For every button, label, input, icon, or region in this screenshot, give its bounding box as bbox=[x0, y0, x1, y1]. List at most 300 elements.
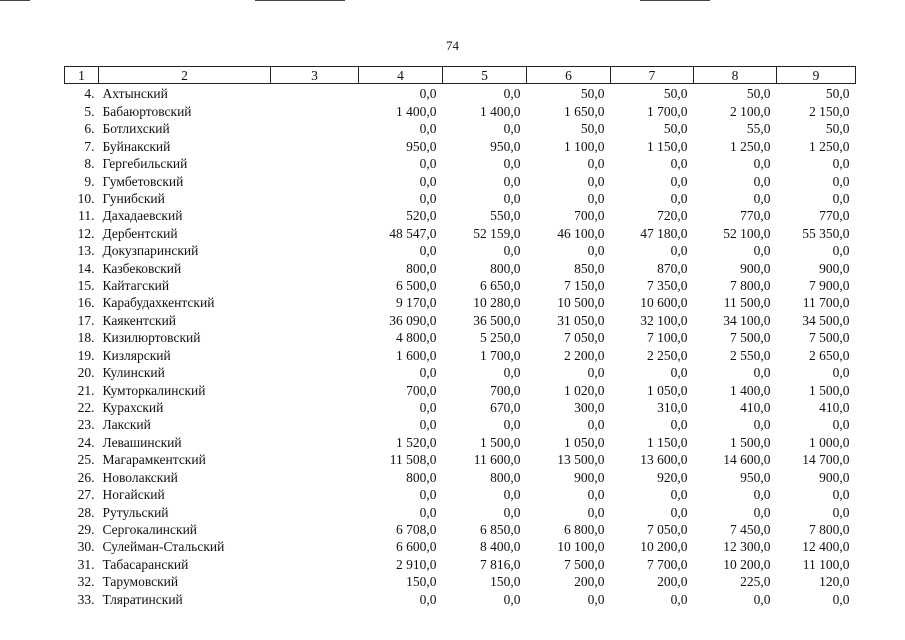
column-header: 1 bbox=[65, 67, 99, 84]
value-cell: 7 100,0 bbox=[647, 330, 688, 346]
value-cell: 7 816,0 bbox=[480, 556, 521, 572]
table-row bbox=[65, 310, 856, 327]
empty-cell bbox=[271, 537, 359, 554]
value-cell: 800,0 bbox=[490, 260, 521, 276]
empty-cell bbox=[271, 345, 359, 362]
empty-cell bbox=[271, 467, 359, 484]
value-cell: 9 170,0 bbox=[396, 295, 437, 311]
row-number: 28. bbox=[77, 504, 95, 520]
row-number: 20. bbox=[77, 365, 95, 381]
value-cell: 36 090,0 bbox=[389, 312, 437, 328]
empty-cell bbox=[271, 450, 359, 467]
row-number: 4. bbox=[84, 86, 95, 102]
value-cell: 700,0 bbox=[406, 382, 437, 398]
value-cell: 0,0 bbox=[670, 487, 688, 503]
value-cell: 225,0 bbox=[740, 574, 771, 590]
table-row bbox=[65, 119, 856, 136]
row-number: 21. bbox=[77, 382, 95, 398]
value-cell: 6 800,0 bbox=[564, 521, 605, 537]
value-cell: 0,0 bbox=[587, 365, 605, 381]
value-cell: 10 600,0 bbox=[640, 295, 688, 311]
empty-cell bbox=[271, 415, 359, 432]
district-name: Бабаюртовский bbox=[102, 103, 192, 119]
row-number: 29. bbox=[77, 521, 95, 537]
table-row bbox=[65, 154, 856, 171]
value-cell: 550,0 bbox=[490, 208, 521, 224]
row-number: 12. bbox=[77, 225, 95, 241]
value-cell: 770,0 bbox=[740, 208, 771, 224]
value-cell: 0,0 bbox=[503, 591, 521, 607]
district-name: Гунибский bbox=[102, 190, 165, 206]
value-cell: 0,0 bbox=[503, 504, 521, 520]
value-cell: 0,0 bbox=[753, 591, 771, 607]
empty-cell bbox=[271, 310, 359, 327]
value-cell: 0,0 bbox=[832, 504, 850, 520]
value-cell: 0,0 bbox=[503, 156, 521, 172]
empty-cell bbox=[271, 520, 359, 537]
district-name: Каякентский bbox=[102, 312, 177, 328]
value-cell: 1 050,0 bbox=[564, 434, 605, 450]
value-cell: 55,0 bbox=[746, 121, 771, 137]
data-table-container bbox=[64, 66, 855, 607]
value-cell: 0,0 bbox=[419, 400, 437, 416]
value-cell: 1 000,0 bbox=[809, 434, 850, 450]
value-cell: 2 150,0 bbox=[809, 103, 850, 119]
value-cell: 410,0 bbox=[819, 400, 850, 416]
table-row bbox=[65, 467, 856, 484]
district-name: Дербентский bbox=[102, 225, 178, 241]
value-cell: 2 910,0 bbox=[396, 556, 437, 572]
column-header: 8 bbox=[694, 67, 777, 84]
value-cell: 7 800,0 bbox=[730, 278, 771, 294]
district-name: Гумбетовский bbox=[102, 173, 184, 189]
value-cell: 13 500,0 bbox=[557, 452, 605, 468]
empty-cell bbox=[271, 136, 359, 153]
value-cell: 0,0 bbox=[832, 190, 850, 206]
value-cell: 50,0 bbox=[580, 86, 605, 102]
value-cell: 0,0 bbox=[832, 156, 850, 172]
table-row bbox=[65, 589, 856, 606]
value-cell: 0,0 bbox=[587, 487, 605, 503]
header-row bbox=[65, 67, 856, 84]
value-cell: 950,0 bbox=[406, 138, 437, 154]
value-cell: 0,0 bbox=[670, 173, 688, 189]
value-cell: 0,0 bbox=[419, 487, 437, 503]
value-cell: 7 450,0 bbox=[730, 521, 771, 537]
row-number: 22. bbox=[77, 400, 95, 416]
value-cell: 34 500,0 bbox=[802, 312, 850, 328]
district-name: Ногайский bbox=[102, 487, 165, 503]
column-header: 4 bbox=[359, 67, 443, 84]
district-name: Кизилюртовский bbox=[102, 330, 201, 346]
empty-cell bbox=[271, 380, 359, 397]
value-cell: 0,0 bbox=[587, 591, 605, 607]
table-row bbox=[65, 520, 856, 537]
district-name: Кизлярский bbox=[102, 347, 171, 363]
row-number: 13. bbox=[77, 243, 95, 259]
value-cell: 0,0 bbox=[503, 487, 521, 503]
table-row bbox=[65, 554, 856, 571]
value-cell: 1 520,0 bbox=[396, 434, 437, 450]
empty-cell bbox=[271, 432, 359, 449]
table-row bbox=[65, 241, 856, 258]
row-number: 33. bbox=[77, 591, 95, 607]
value-cell: 0,0 bbox=[832, 365, 850, 381]
district-name: Табасаранский bbox=[102, 556, 189, 572]
column-header: 9 bbox=[777, 67, 856, 84]
table-row bbox=[65, 345, 856, 362]
row-number: 11. bbox=[78, 208, 95, 224]
value-cell: 8 400,0 bbox=[480, 539, 521, 555]
value-cell: 0,0 bbox=[587, 504, 605, 520]
row-number: 7. bbox=[84, 138, 95, 154]
scan-artifact bbox=[255, 0, 345, 1]
value-cell: 10 500,0 bbox=[557, 295, 605, 311]
row-number: 30. bbox=[77, 539, 95, 555]
column-header: 2 bbox=[99, 67, 271, 84]
value-cell: 46 100,0 bbox=[557, 225, 605, 241]
value-cell: 50,0 bbox=[580, 121, 605, 137]
value-cell: 300,0 bbox=[574, 400, 605, 416]
value-cell: 0,0 bbox=[503, 417, 521, 433]
district-name: Ботлихский bbox=[102, 121, 170, 137]
value-cell: 0,0 bbox=[753, 173, 771, 189]
value-cell: 1 650,0 bbox=[564, 103, 605, 119]
district-name: Курахский bbox=[102, 400, 164, 416]
table-row bbox=[65, 572, 856, 589]
value-cell: 0,0 bbox=[753, 417, 771, 433]
row-number: 16. bbox=[77, 295, 95, 311]
value-cell: 6 708,0 bbox=[396, 521, 437, 537]
empty-cell bbox=[271, 589, 359, 606]
value-cell: 0,0 bbox=[419, 365, 437, 381]
value-cell: 0,0 bbox=[670, 243, 688, 259]
value-cell: 11 508,0 bbox=[389, 452, 437, 468]
empty-cell bbox=[271, 293, 359, 310]
value-cell: 800,0 bbox=[406, 260, 437, 276]
value-cell: 1 400,0 bbox=[480, 103, 521, 119]
row-number: 23. bbox=[77, 417, 95, 433]
value-cell: 0,0 bbox=[587, 243, 605, 259]
value-cell: 1 150,0 bbox=[647, 138, 688, 154]
value-cell: 0,0 bbox=[832, 417, 850, 433]
value-cell: 1 500,0 bbox=[480, 434, 521, 450]
value-cell: 1 250,0 bbox=[730, 138, 771, 154]
value-cell: 1 020,0 bbox=[564, 382, 605, 398]
value-cell: 150,0 bbox=[490, 574, 521, 590]
column-header: 6 bbox=[527, 67, 611, 84]
value-cell: 950,0 bbox=[740, 469, 771, 485]
value-cell: 0,0 bbox=[670, 591, 688, 607]
value-cell: 0,0 bbox=[753, 487, 771, 503]
district-name: Сулейман-Стальский bbox=[102, 539, 225, 555]
district-name: Ахтынский bbox=[102, 86, 168, 102]
value-cell: 0,0 bbox=[419, 86, 437, 102]
value-cell: 870,0 bbox=[657, 260, 688, 276]
value-cell: 47 180,0 bbox=[640, 225, 688, 241]
empty-cell bbox=[271, 554, 359, 571]
value-cell: 48 547,0 bbox=[389, 225, 437, 241]
empty-cell bbox=[271, 119, 359, 136]
table-row bbox=[65, 101, 856, 118]
value-cell: 10 100,0 bbox=[557, 539, 605, 555]
value-cell: 700,0 bbox=[490, 382, 521, 398]
value-cell: 900,0 bbox=[819, 469, 850, 485]
value-cell: 10 200,0 bbox=[640, 539, 688, 555]
value-cell: 0,0 bbox=[670, 190, 688, 206]
value-cell: 2 200,0 bbox=[564, 347, 605, 363]
value-cell: 0,0 bbox=[419, 156, 437, 172]
row-number: 27. bbox=[77, 487, 95, 503]
value-cell: 0,0 bbox=[503, 243, 521, 259]
table-row bbox=[65, 84, 856, 102]
value-cell: 0,0 bbox=[670, 417, 688, 433]
value-cell: 11 100,0 bbox=[802, 556, 850, 572]
value-cell: 31 050,0 bbox=[557, 312, 605, 328]
empty-cell bbox=[271, 189, 359, 206]
table-row bbox=[65, 171, 856, 188]
value-cell: 1 150,0 bbox=[647, 434, 688, 450]
value-cell: 720,0 bbox=[657, 208, 688, 224]
table-row bbox=[65, 432, 856, 449]
value-cell: 7 150,0 bbox=[564, 278, 605, 294]
value-cell: 7 500,0 bbox=[730, 330, 771, 346]
district-name: Тарумовский bbox=[102, 574, 179, 590]
value-cell: 1 400,0 bbox=[730, 382, 771, 398]
empty-cell bbox=[271, 101, 359, 118]
empty-cell bbox=[271, 258, 359, 275]
value-cell: 0,0 bbox=[753, 243, 771, 259]
value-cell: 950,0 bbox=[490, 138, 521, 154]
value-cell: 6 650,0 bbox=[480, 278, 521, 294]
column-header: 7 bbox=[611, 67, 694, 84]
value-cell: 12 400,0 bbox=[802, 539, 850, 555]
row-number: 15. bbox=[77, 278, 95, 294]
value-cell: 0,0 bbox=[419, 504, 437, 520]
value-cell: 0,0 bbox=[419, 121, 437, 137]
value-cell: 0,0 bbox=[503, 365, 521, 381]
table-row bbox=[65, 450, 856, 467]
table-row bbox=[65, 380, 856, 397]
row-number: 31. bbox=[77, 556, 95, 572]
value-cell: 6 500,0 bbox=[396, 278, 437, 294]
value-cell: 1 500,0 bbox=[730, 434, 771, 450]
scan-artifact bbox=[640, 0, 710, 1]
empty-cell bbox=[271, 171, 359, 188]
empty-cell bbox=[271, 84, 359, 102]
row-number: 18. bbox=[77, 330, 95, 346]
value-cell: 14 600,0 bbox=[723, 452, 771, 468]
empty-cell bbox=[271, 223, 359, 240]
row-number: 6. bbox=[84, 121, 95, 137]
value-cell: 50,0 bbox=[825, 86, 850, 102]
value-cell: 7 900,0 bbox=[809, 278, 850, 294]
table-row bbox=[65, 415, 856, 432]
empty-cell bbox=[271, 328, 359, 345]
table-row bbox=[65, 258, 856, 275]
empty-cell bbox=[271, 502, 359, 519]
value-cell: 800,0 bbox=[490, 469, 521, 485]
value-cell: 7 050,0 bbox=[564, 330, 605, 346]
row-number: 9. bbox=[84, 173, 95, 189]
page-number: 74 bbox=[446, 38, 459, 53]
row-number: 10. bbox=[77, 190, 95, 206]
value-cell: 1 500,0 bbox=[809, 382, 850, 398]
value-cell: 1 100,0 bbox=[564, 138, 605, 154]
table-row bbox=[65, 485, 856, 502]
value-cell: 2 550,0 bbox=[730, 347, 771, 363]
value-cell: 900,0 bbox=[574, 469, 605, 485]
row-number: 25. bbox=[77, 452, 95, 468]
value-cell: 7 700,0 bbox=[647, 556, 688, 572]
district-name: Казбековский bbox=[102, 260, 182, 276]
row-number: 19. bbox=[77, 347, 95, 363]
value-cell: 0,0 bbox=[503, 190, 521, 206]
row-number: 8. bbox=[84, 156, 95, 172]
value-cell: 150,0 bbox=[406, 574, 437, 590]
value-cell: 0,0 bbox=[670, 156, 688, 172]
value-cell: 0,0 bbox=[753, 504, 771, 520]
value-cell: 11 700,0 bbox=[802, 295, 850, 311]
scan-artifact bbox=[0, 0, 30, 1]
table-row bbox=[65, 206, 856, 223]
value-cell: 1 700,0 bbox=[647, 103, 688, 119]
value-cell: 7 350,0 bbox=[647, 278, 688, 294]
value-cell: 7 050,0 bbox=[647, 521, 688, 537]
value-cell: 0,0 bbox=[587, 156, 605, 172]
value-cell: 900,0 bbox=[740, 260, 771, 276]
district-name: Магарамкентский bbox=[102, 452, 206, 468]
value-cell: 2 650,0 bbox=[809, 347, 850, 363]
table-row bbox=[65, 136, 856, 153]
value-cell: 800,0 bbox=[406, 469, 437, 485]
table-row bbox=[65, 276, 856, 293]
district-name: Кумторкалинский bbox=[102, 382, 206, 398]
district-name: Новолакский bbox=[102, 469, 178, 485]
value-cell: 0,0 bbox=[832, 173, 850, 189]
value-cell: 920,0 bbox=[657, 469, 688, 485]
column-header: 5 bbox=[443, 67, 527, 84]
value-cell: 11 600,0 bbox=[473, 452, 521, 468]
value-cell: 850,0 bbox=[574, 260, 605, 276]
district-name: Карабудахкентский bbox=[102, 295, 215, 311]
empty-cell bbox=[271, 154, 359, 171]
value-cell: 0,0 bbox=[587, 173, 605, 189]
value-cell: 1 400,0 bbox=[396, 103, 437, 119]
value-cell: 900,0 bbox=[819, 260, 850, 276]
value-cell: 6 600,0 bbox=[396, 539, 437, 555]
value-cell: 0,0 bbox=[587, 190, 605, 206]
district-name: Левашинский bbox=[102, 434, 182, 450]
value-cell: 0,0 bbox=[670, 504, 688, 520]
table-row bbox=[65, 189, 856, 206]
value-cell: 2 250,0 bbox=[647, 347, 688, 363]
value-cell: 50,0 bbox=[746, 86, 771, 102]
row-number: 32. bbox=[77, 574, 95, 590]
empty-cell bbox=[271, 241, 359, 258]
empty-cell bbox=[271, 572, 359, 589]
value-cell: 0,0 bbox=[503, 86, 521, 102]
value-cell: 12 300,0 bbox=[723, 539, 771, 555]
value-cell: 52 159,0 bbox=[473, 225, 521, 241]
table-row bbox=[65, 537, 856, 554]
value-cell: 50,0 bbox=[663, 86, 688, 102]
value-cell: 14 700,0 bbox=[802, 452, 850, 468]
value-cell: 0,0 bbox=[419, 591, 437, 607]
district-name: Рутульский bbox=[102, 504, 169, 520]
table-row bbox=[65, 502, 856, 519]
district-name: Гергебильский bbox=[102, 156, 188, 172]
value-cell: 0,0 bbox=[587, 417, 605, 433]
value-cell: 310,0 bbox=[657, 400, 688, 416]
value-cell: 670,0 bbox=[490, 400, 521, 416]
value-cell: 4 800,0 bbox=[396, 330, 437, 346]
empty-cell bbox=[271, 485, 359, 502]
value-cell: 1 050,0 bbox=[647, 382, 688, 398]
value-cell: 2 100,0 bbox=[730, 103, 771, 119]
table-row bbox=[65, 293, 856, 310]
empty-cell bbox=[271, 206, 359, 223]
value-cell: 0,0 bbox=[419, 173, 437, 189]
value-cell: 50,0 bbox=[663, 121, 688, 137]
value-cell: 0,0 bbox=[419, 243, 437, 259]
empty-cell bbox=[271, 363, 359, 380]
district-name: Дахадаевский bbox=[102, 208, 183, 224]
value-cell: 410,0 bbox=[740, 400, 771, 416]
data-table bbox=[64, 66, 856, 607]
value-cell: 11 500,0 bbox=[723, 295, 771, 311]
value-cell: 55 350,0 bbox=[802, 225, 850, 241]
table-row bbox=[65, 223, 856, 240]
value-cell: 0,0 bbox=[670, 365, 688, 381]
value-cell: 0,0 bbox=[753, 365, 771, 381]
district-name: Лакский bbox=[102, 417, 151, 433]
value-cell: 10 280,0 bbox=[473, 295, 521, 311]
value-cell: 520,0 bbox=[406, 208, 437, 224]
value-cell: 13 600,0 bbox=[640, 452, 688, 468]
district-name: Кулинский bbox=[102, 365, 165, 381]
value-cell: 0,0 bbox=[503, 121, 521, 137]
value-cell: 1 700,0 bbox=[480, 347, 521, 363]
value-cell: 0,0 bbox=[832, 591, 850, 607]
row-number: 17. bbox=[77, 312, 95, 328]
value-cell: 36 500,0 bbox=[473, 312, 521, 328]
value-cell: 0,0 bbox=[832, 487, 850, 503]
value-cell: 7 800,0 bbox=[809, 521, 850, 537]
table-row bbox=[65, 363, 856, 380]
table-body bbox=[65, 84, 856, 607]
row-number: 5. bbox=[84, 103, 95, 119]
value-cell: 1 250,0 bbox=[809, 138, 850, 154]
district-name: Буйнакский bbox=[102, 138, 171, 154]
district-name: Тляратинский bbox=[102, 591, 183, 607]
empty-cell bbox=[271, 398, 359, 415]
district-name: Кайтагский bbox=[102, 278, 170, 294]
value-cell: 700,0 bbox=[574, 208, 605, 224]
value-cell: 50,0 bbox=[825, 121, 850, 137]
value-cell: 0,0 bbox=[419, 190, 437, 206]
district-name: Докузпаринский bbox=[102, 243, 199, 259]
value-cell: 7 500,0 bbox=[809, 330, 850, 346]
row-number: 26. bbox=[77, 469, 95, 485]
value-cell: 32 100,0 bbox=[640, 312, 688, 328]
value-cell: 34 100,0 bbox=[723, 312, 771, 328]
district-name: Сергокалинский bbox=[102, 521, 198, 537]
value-cell: 0,0 bbox=[503, 173, 521, 189]
empty-cell bbox=[271, 276, 359, 293]
value-cell: 0,0 bbox=[753, 190, 771, 206]
value-cell: 10 200,0 bbox=[723, 556, 771, 572]
